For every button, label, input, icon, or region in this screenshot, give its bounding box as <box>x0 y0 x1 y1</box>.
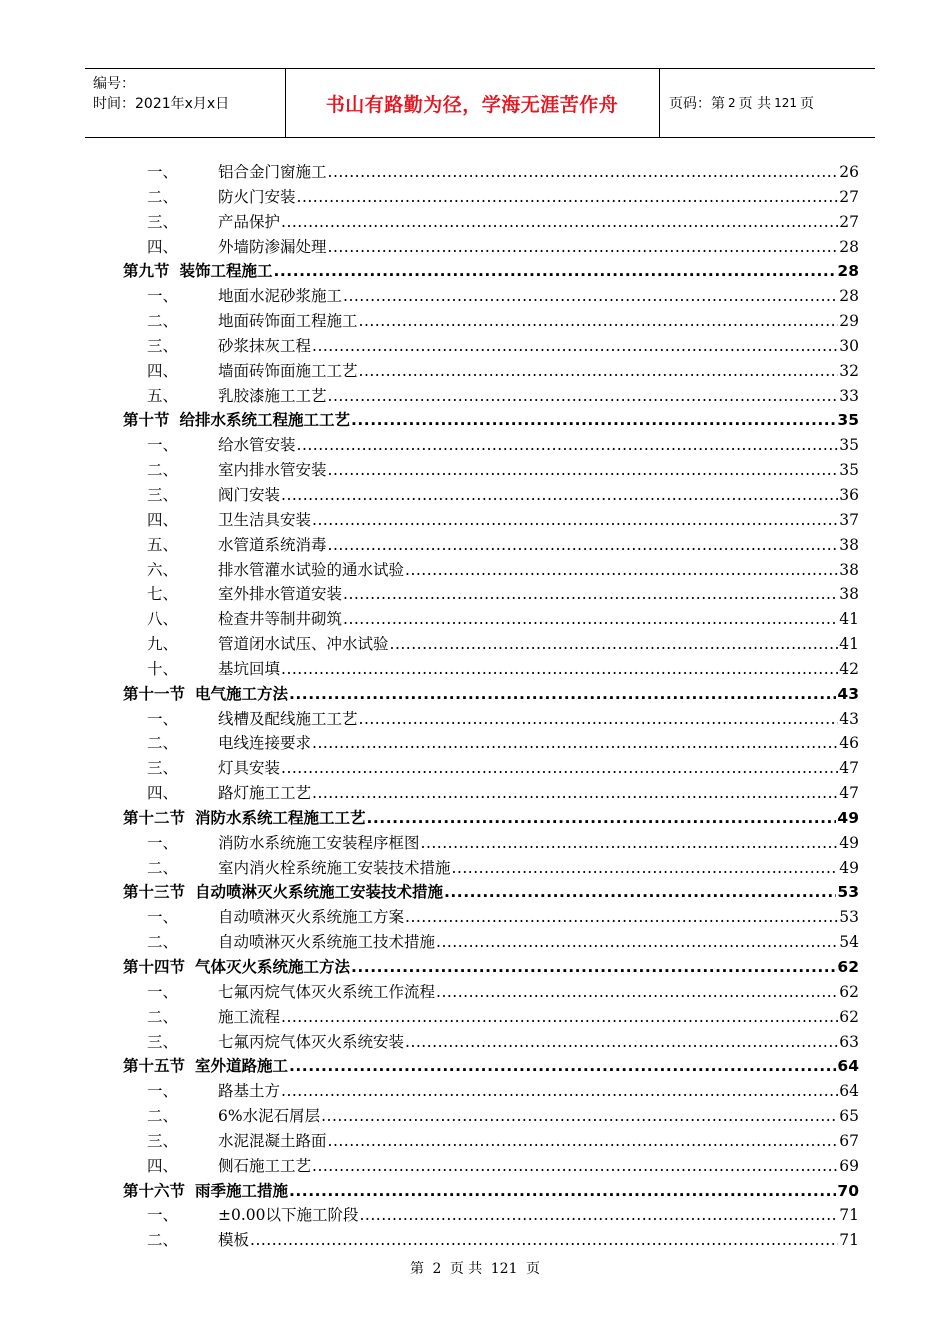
toc-number: 第十六节 <box>123 1181 186 1200</box>
toc-item-row[interactable] <box>123 707 859 732</box>
toc-leader-dots <box>328 160 839 185</box>
toc-item-row[interactable] <box>123 533 859 558</box>
toc-page-number: 41 <box>839 610 859 629</box>
toc-number: 八、 <box>147 610 179 629</box>
toc-leader-dots <box>405 1030 838 1055</box>
toc-page-number: 26 <box>839 163 859 181</box>
toc-page-number: 41 <box>839 635 859 654</box>
toc-number: 二、 <box>147 187 179 206</box>
toc-leader-dots <box>312 781 838 806</box>
toc-title: 水管道系统消毒 <box>218 535 327 554</box>
toc-leader-dots <box>328 533 839 558</box>
toc-item-row[interactable] <box>123 1129 859 1154</box>
toc-number: 第十节 <box>123 411 170 430</box>
toc-page-number: 47 <box>839 784 859 803</box>
toc-item-row[interactable] <box>123 185 859 210</box>
toc-title: 检查井等制井砌筑 <box>218 610 343 629</box>
toc-page-number: 43 <box>839 709 859 728</box>
toc-leader-dots <box>351 955 836 980</box>
toc-title: 侧石施工工艺 <box>218 1156 312 1175</box>
toc-number: 七、 <box>147 585 179 604</box>
toc-title: 排水管灌水试验的通水试验 <box>218 560 405 579</box>
toc-leader-dots <box>297 433 839 458</box>
toc-title: 管道闭水试压、冲水试验 <box>218 635 389 654</box>
toc-leader-dots <box>452 856 839 881</box>
toc-item-row[interactable] <box>123 980 859 1005</box>
toc-title: 地面砖饰面工程施工 <box>218 312 358 331</box>
toc-number: 三、 <box>147 212 179 231</box>
toc-title: 乳胶漆施工工艺 <box>218 386 327 405</box>
toc-number: 一、 <box>147 163 179 181</box>
motto-text: 书山有路勤为径，学海无涯苦作舟 <box>325 93 619 116</box>
toc-number: 四、 <box>147 361 179 380</box>
toc-leader-dots <box>436 930 838 955</box>
toc-page-number: 71 <box>839 1206 859 1225</box>
toc-section-row[interactable] <box>123 1054 859 1079</box>
toc-title: 模板 <box>218 1231 250 1250</box>
toc-item-row[interactable] <box>123 756 859 781</box>
toc-item-row[interactable] <box>123 558 859 583</box>
toc-page-number: 63 <box>839 1032 859 1051</box>
toc-title: 电线连接要求 <box>218 734 312 753</box>
toc-number: 十、 <box>147 659 179 678</box>
toc-number: 三、 <box>147 1032 179 1051</box>
toc-section-row[interactable] <box>123 806 859 831</box>
toc-leader-dots <box>360 1203 839 1228</box>
toc-section-row[interactable] <box>123 408 859 433</box>
toc-number: 第十二节 <box>123 808 186 827</box>
toc-leader-dots <box>289 682 836 707</box>
toc-leader-dots <box>359 707 839 732</box>
toc-leader-dots <box>297 185 839 210</box>
toc-number: 三、 <box>147 485 179 504</box>
toc-item-row[interactable] <box>123 334 859 359</box>
toc-item-row[interactable] <box>123 1005 859 1030</box>
toc-title: 防火门安装 <box>218 187 296 206</box>
toc-leader-dots <box>281 657 838 682</box>
toc-number: 第十四节 <box>123 958 186 976</box>
toc-title: 室内排水管安装 <box>218 461 327 480</box>
toc-title: 自动喷淋灭火系统施工方案 <box>218 908 405 927</box>
toc-title: 砂浆抹灰工程 <box>218 336 312 355</box>
toc-title: 雨季施工措施 <box>195 1181 289 1200</box>
toc-number: 一、 <box>147 908 179 927</box>
toc-number: 一、 <box>147 1206 179 1225</box>
toc-leader-dots <box>351 408 836 433</box>
toc-title: 七氟丙烷气体灭火系统安装 <box>218 1032 405 1051</box>
toc-title: 线槽及配线施工工艺 <box>218 709 358 728</box>
toc-number: 第十一节 <box>123 684 186 703</box>
toc-leader-dots <box>444 880 836 905</box>
page-footer <box>0 1258 950 1278</box>
toc-leader-dots <box>343 582 838 607</box>
toc-title: 给排水系统工程施工工艺 <box>179 411 351 430</box>
toc-leader-dots <box>281 1079 838 1104</box>
toc-page-number: 69 <box>839 1156 859 1175</box>
toc-page-number: 27 <box>839 212 859 231</box>
toc-leader-dots <box>359 359 839 384</box>
toc-page-number: 38 <box>839 560 859 579</box>
header-meta <box>85 69 286 137</box>
toc-page-number: 49 <box>839 833 859 852</box>
toc-page-number: 70 <box>837 1181 859 1200</box>
page-total: 121 <box>774 96 797 110</box>
toc-page-number: 49 <box>839 858 859 877</box>
toc-title: 外墙防渗漏处理 <box>218 237 327 256</box>
toc-page-number: 67 <box>839 1131 859 1150</box>
toc-page-number: 32 <box>839 361 859 380</box>
toc-page-number: 27 <box>839 187 859 206</box>
toc-title: ±0.00以下施工阶段 <box>218 1206 359 1225</box>
toc-leader-dots <box>289 1054 836 1079</box>
toc-number: 三、 <box>147 759 179 778</box>
toc-item-row[interactable] <box>123 1030 859 1055</box>
toc-title: 电气施工方法 <box>195 684 289 703</box>
toc-item-row[interactable] <box>123 483 859 508</box>
toc-page-number: 65 <box>839 1107 859 1126</box>
toc-title: 基坑回填 <box>218 659 281 678</box>
toc-item-row[interactable] <box>123 309 859 334</box>
toc-leader-dots <box>405 558 838 583</box>
header-motto <box>285 69 660 137</box>
toc-leader-dots <box>274 259 837 284</box>
toc-number: 四、 <box>147 510 179 529</box>
toc-leader-dots <box>289 1179 836 1204</box>
toc-item-row[interactable] <box>123 657 859 682</box>
toc-title: 卫生洁具安装 <box>218 510 312 529</box>
toc-item-row[interactable] <box>123 582 859 607</box>
toc-item-row[interactable] <box>123 1228 859 1253</box>
toc-leader-dots <box>328 384 839 409</box>
toc-page-number: 71 <box>839 1231 859 1250</box>
toc-number: 四、 <box>147 237 179 256</box>
toc-page-number: 38 <box>839 585 859 604</box>
toc-number: 二、 <box>147 858 179 877</box>
toc-item-row[interactable] <box>123 384 859 409</box>
toc-title: 铝合金门窗施工 <box>218 163 327 181</box>
toc-item-row[interactable] <box>123 781 859 806</box>
toc-title: 室外道路施工 <box>195 1057 289 1076</box>
toc-item-row[interactable] <box>123 508 859 533</box>
toc-leader-dots <box>390 632 839 657</box>
toc-item-row[interactable] <box>123 831 859 856</box>
toc-item-row[interactable] <box>123 930 859 955</box>
toc-title: 消防水系统施工安装程序框图 <box>218 833 420 852</box>
toc-leader-dots <box>343 284 838 309</box>
toc-page-number: 64 <box>837 1057 859 1076</box>
toc-item-row[interactable] <box>123 1079 859 1104</box>
toc-leader-dots <box>328 1129 839 1154</box>
toc-page-number: 37 <box>839 510 859 529</box>
page-number: 2 <box>728 96 736 110</box>
page-prefix: 页码：第 <box>669 96 725 112</box>
toc-item-row[interactable] <box>123 284 859 309</box>
toc-section-row[interactable] <box>123 880 859 905</box>
toc-number: 一、 <box>147 436 179 455</box>
toc-number: 三、 <box>147 336 179 355</box>
toc-leader-dots <box>359 309 839 334</box>
toc-leader-dots <box>312 334 838 359</box>
toc-number: 五、 <box>147 535 179 554</box>
toc-title: 水泥混凝土路面 <box>218 1131 327 1150</box>
footer-suffix: 页 <box>525 1261 540 1277</box>
toc-title: 消防水系统工程施工工艺 <box>195 808 366 827</box>
header-page-info <box>659 69 875 137</box>
toc-title: 室外排水管道安装 <box>218 585 343 604</box>
footer-page: 2 <box>432 1261 442 1277</box>
toc-leader-dots <box>281 1005 838 1030</box>
footer-total: 121 <box>490 1261 518 1277</box>
toc-page-number: 28 <box>837 262 859 281</box>
toc-item-row[interactable] <box>123 1154 859 1179</box>
toc-leader-dots <box>436 980 838 1005</box>
toc-item-row[interactable] <box>123 856 859 881</box>
toc-section-row[interactable] <box>123 955 859 980</box>
doc-number-label: 编号： <box>93 76 135 92</box>
toc-number: 九、 <box>147 635 179 654</box>
toc-page-number: 62 <box>839 1007 859 1026</box>
toc-section-row[interactable] <box>123 259 859 284</box>
toc-page-number: 35 <box>837 411 859 430</box>
toc-leader-dots <box>405 905 838 930</box>
toc-number: 二、 <box>147 1231 179 1250</box>
toc-item-row[interactable] <box>123 632 859 657</box>
toc-item-row[interactable] <box>123 1104 859 1129</box>
toc-item-row[interactable] <box>123 905 859 930</box>
toc-section-row[interactable] <box>123 682 859 707</box>
toc-item-row[interactable] <box>123 235 859 260</box>
toc-leader-dots <box>281 483 838 508</box>
toc-item-row[interactable] <box>123 1203 859 1228</box>
toc-title: 气体灭火系统施工方法 <box>195 958 351 976</box>
toc-leader-dots <box>328 235 839 260</box>
toc-leader-dots <box>321 1104 838 1129</box>
toc-page-number: 43 <box>837 684 859 703</box>
toc-page-number: 30 <box>839 336 859 355</box>
toc-title: 6%水泥石屑层 <box>218 1107 321 1126</box>
toc-leader-dots <box>343 607 838 632</box>
toc-page-number: 46 <box>839 734 859 753</box>
toc-title: 产品保护 <box>218 212 281 231</box>
toc-page-number: 53 <box>837 883 859 902</box>
toc-page-number: 42 <box>839 659 859 678</box>
toc-number: 四、 <box>147 784 179 803</box>
toc-leader-dots <box>312 731 838 756</box>
toc-page-number: 49 <box>837 808 859 827</box>
toc-number: 二、 <box>147 933 179 952</box>
toc-page-number: 64 <box>839 1082 859 1101</box>
toc-title: 灯具安装 <box>218 759 281 778</box>
toc-number: 一、 <box>147 982 179 1001</box>
table-of-contents <box>123 160 859 1253</box>
toc-number: 六、 <box>147 560 179 579</box>
toc-number: 第十三节 <box>123 883 186 902</box>
toc-page-number: 33 <box>839 386 859 405</box>
toc-title: 室内消火栓系统施工安装技术措施 <box>218 858 451 877</box>
toc-number: 五、 <box>147 386 179 405</box>
toc-page-number: 36 <box>839 485 859 504</box>
toc-page-number: 35 <box>839 436 859 455</box>
toc-leader-dots <box>281 756 838 781</box>
toc-page-number: 35 <box>839 461 859 480</box>
toc-item-row[interactable] <box>123 210 859 235</box>
toc-title: 路灯施工工艺 <box>218 784 312 803</box>
toc-title: 路基土方 <box>218 1082 281 1101</box>
toc-number: 二、 <box>147 1007 179 1026</box>
toc-leader-dots <box>312 1154 838 1179</box>
toc-page-number: 28 <box>839 237 859 256</box>
toc-number: 三、 <box>147 1131 179 1150</box>
toc-number: 二、 <box>147 312 179 331</box>
toc-number: 第十五节 <box>123 1057 186 1076</box>
toc-title: 自动喷淋灭火系统施工技术措施 <box>218 933 436 952</box>
toc-item-row[interactable] <box>123 458 859 483</box>
toc-section-row[interactable] <box>123 1179 859 1204</box>
toc-number: 一、 <box>147 709 179 728</box>
toc-number: 一、 <box>147 287 179 306</box>
toc-item-row[interactable] <box>123 160 859 185</box>
toc-number: 二、 <box>147 461 179 480</box>
toc-number: 一、 <box>147 1082 179 1101</box>
toc-number: 二、 <box>147 1107 179 1126</box>
toc-number: 一、 <box>147 833 179 852</box>
toc-page-number: 62 <box>839 982 859 1001</box>
toc-page-number: 47 <box>839 759 859 778</box>
toc-leader-dots <box>367 806 837 831</box>
footer-mid: 页 共 <box>449 1261 483 1277</box>
toc-item-row[interactable] <box>123 359 859 384</box>
page-header <box>85 68 875 138</box>
toc-title: 墙面砖饰面施工工艺 <box>218 361 358 380</box>
page-suffix: 页 <box>800 96 814 112</box>
toc-item-row[interactable] <box>123 607 859 632</box>
page-mid: 页 共 <box>738 96 772 112</box>
toc-number: 四、 <box>147 1156 179 1175</box>
toc-page-number: 38 <box>839 535 859 554</box>
toc-leader-dots <box>281 210 838 235</box>
toc-number: 第九节 <box>123 262 170 281</box>
toc-title: 自动喷淋灭火系统施工安装技术措施 <box>195 883 444 902</box>
toc-number: 二、 <box>147 734 179 753</box>
toc-leader-dots <box>328 458 839 483</box>
toc-item-row[interactable] <box>123 731 859 756</box>
toc-title: 施工流程 <box>218 1007 281 1026</box>
toc-title: 阀门安装 <box>218 485 281 504</box>
toc-page-number: 62 <box>837 958 859 976</box>
toc-title: 给水管安装 <box>218 436 296 455</box>
toc-title: 地面水泥砂浆施工 <box>218 287 343 306</box>
toc-leader-dots <box>421 831 839 856</box>
toc-item-row[interactable] <box>123 433 859 458</box>
toc-title: 装饰工程施工 <box>179 262 273 281</box>
toc-page-number: 54 <box>839 933 859 952</box>
footer-prefix: 第 <box>410 1261 425 1277</box>
doc-date-label: 时间：2021年x月x日 <box>93 96 230 112</box>
toc-title: 七氟丙烷气体灭火系统工作流程 <box>218 982 436 1001</box>
toc-page-number: 29 <box>839 312 859 331</box>
toc-page-number: 53 <box>839 908 859 927</box>
toc-leader-dots <box>312 508 838 533</box>
toc-leader-dots <box>250 1228 838 1253</box>
toc-page-number: 28 <box>839 287 859 306</box>
